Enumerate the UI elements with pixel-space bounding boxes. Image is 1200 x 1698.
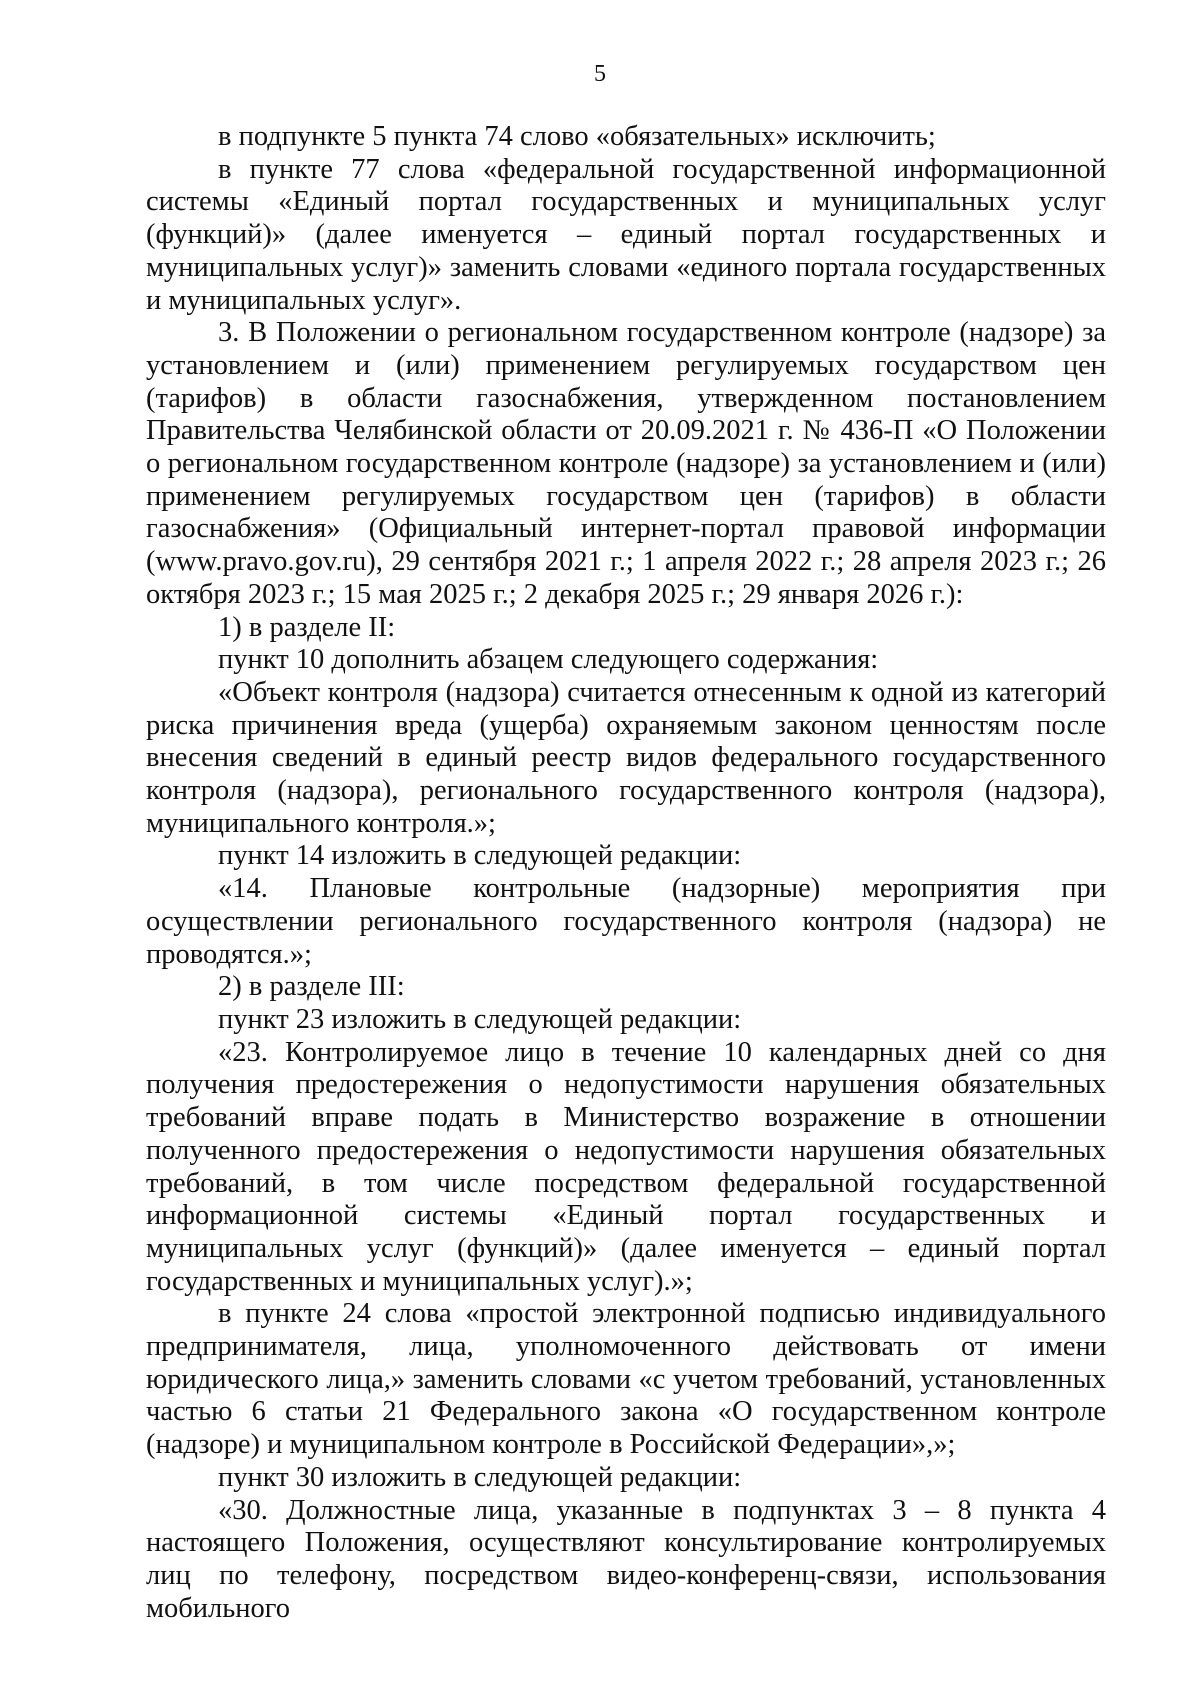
paragraph-point-10-intro: пункт 10 дополнить абзацем следующего содержания:: [218, 644, 879, 676]
document-body: [146, 121, 1106, 1625]
paragraph-point-23-intro: пункт 23 изложить в следующей редакции:: [218, 1003, 742, 1035]
paragraph-point-10-text: «Объект контроля (надзора) считается отнесенным к одной из категорий риска причинения вреда (ущерба) охраняемым законом ценностям после внесения сведений в единый реестр видов федерального государственного контроля (надзора), регионального государственного контроля (надзора), муниципального контроля.»;: [146, 676, 1106, 839]
paragraph-section-ii: 1) в разделе II:: [218, 611, 396, 643]
paragraph-point-14-intro: пункт 14 изложить в следующей редакции:: [218, 840, 742, 872]
paragraph-point-24: в пункте 24 слова «простой электронной подписью индивидуального предпринимателя, лица, уполномоченного действовать от имени юридического лица,» заменить словами «с учетом требований, установленных частью 6 статьи 21 Федерального закона «О государственном контроле (надзоре) и муниципальном контроле в Российской Федерации»,»;: [146, 1298, 1106, 1461]
paragraph-point-77: в пункте 77 слова «федеральной государственной информационной системы «Единый портал государственных и муниципальных услуг (функций)» (далее именуется – единый портал государственных и муниципальных услуг)» заменить словами «единого портала государственных и муниципальных услуг».: [146, 153, 1106, 316]
paragraph-point-30-intro: пункт 30 изложить в следующей редакции:: [218, 1461, 742, 1493]
page-number: 5: [594, 61, 606, 87]
paragraph-subpoint-74: в подпункте 5 пункта 74 слово «обязательных» исключить;: [218, 121, 936, 152]
paragraph-point-23-text: «23. Контролируемое лицо в течение 10 календарных дней со дня получения предостережения о недопустимости нарушения обязательных требований вправе подать в Министерство возражение в отношении полученного предостережения о недопустимости нарушения обязательных требований, в том числе посредством федеральной государственной информационной системы «Единый портал государственных и муниципальных услуг (функций)» (далее именуется – единый портал государственных и муниципальных услуг).»;: [146, 1036, 1106, 1297]
paragraph-section-3: 3. В Положении о региональном государственном контроле (надзоре) за установлением и (или) применением регулируемых государством цен (тарифов) в области газоснабжения, утвержденном постановлением Правительства Челябинской области от 20.09.2021 г. № 436-П «О Положении о региональном государственном контроле (надзоре) за установлением и (или) применением регулируемых государством цен (тарифов) в области газоснабжения» (Официальный интернет-портал правовой информации (www.pravo.gov.ru), 29 сентября 2021 г.; 1 апреля 2022 г.; 28 апреля 2023 г.; 26 октября 2023 г.; 15 мая 2025 г.; 2 декабря 2025 г.; 29 января 2026 г.):: [146, 317, 1106, 610]
paragraph-point-30-text: «30. Должностные лица, указанные в подпунктах 3 – 8 пункта 4 настоящего Положения, осуществляют консультирование контролируемых лиц по телефону, посредством видео-конференц-связи, использования мобильного: [146, 1494, 1106, 1624]
paragraph-section-iii: 2) в разделе III:: [218, 971, 405, 1003]
paragraph-point-14-text: «14. Плановые контрольные (надзорные) мероприятия при осуществлении регионального государственного контроля (надзора) не проводятся.»;: [146, 873, 1106, 970]
